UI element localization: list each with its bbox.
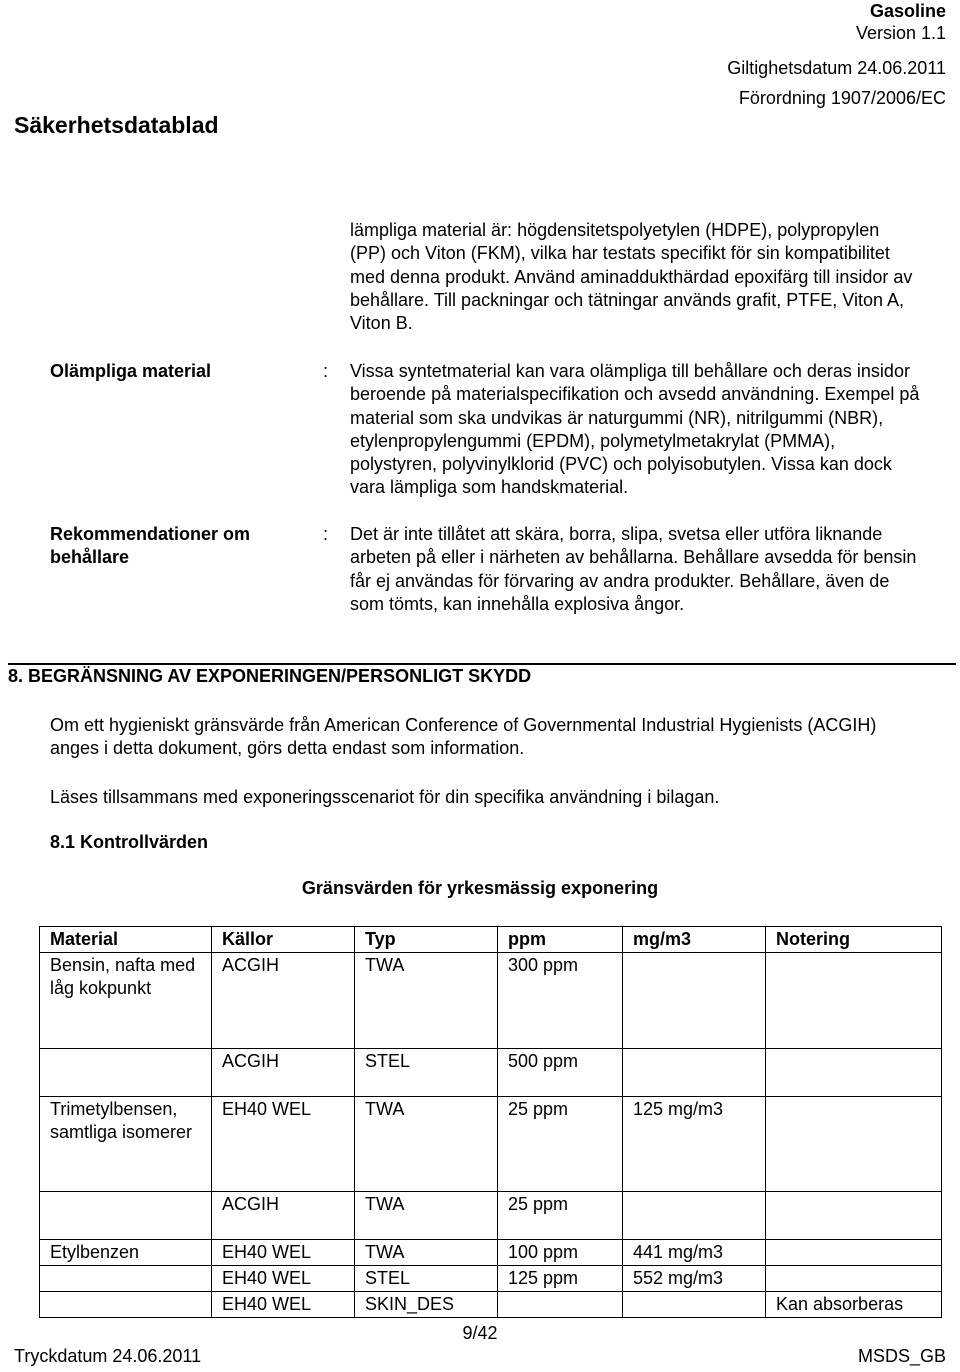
unsuitable-materials-label: Olämpliga material — [50, 361, 212, 381]
table-cell: ACGIH — [212, 1049, 355, 1097]
table-row — [40, 1192, 942, 1240]
table-cell: ACGIH — [212, 1192, 355, 1240]
version-label: Version 1.1 — [855, 23, 946, 43]
section-divider — [8, 663, 956, 665]
table-cell — [766, 1097, 942, 1192]
table-cell — [498, 1292, 623, 1318]
unsuitable-materials-colon: : — [323, 361, 329, 381]
exposure-limits-table — [39, 926, 942, 1318]
document-title: Säkerhetsdatablad — [14, 112, 219, 138]
table-cell: 441 mg/m3 — [623, 1240, 766, 1266]
table-cell: 125 mg/m3 — [623, 1097, 766, 1192]
table-cell: 25 ppm — [498, 1192, 623, 1240]
table-cell — [766, 1266, 942, 1292]
container-advice-colon: : — [323, 524, 329, 544]
suitable-materials-text: lämpliga material är: högdensitetspolyetylen (HDPE), polypropylen (PP) och Viton (FKM), vilka har testats specifikt för sin kompatibilitet med denna produkt. Använd aminaddukthärdad epoxifärg till insidor av behållare. Till packningar och tätningar används grafit, PTFE, Viton A, Viton B. — [350, 220, 913, 334]
table-cell — [40, 1049, 212, 1097]
table-cell — [766, 953, 942, 1049]
table-cell — [40, 1266, 212, 1292]
table-row — [40, 1049, 942, 1097]
col-header-sources: Källor — [212, 927, 355, 953]
table-cell: 25 ppm — [498, 1097, 623, 1192]
validity-date: Giltighetsdatum 24.06.2011 — [727, 58, 946, 78]
table-cell: 300 ppm — [498, 953, 623, 1049]
table-cell — [766, 1240, 942, 1266]
table-row — [40, 953, 942, 1049]
table-cell — [623, 1292, 766, 1318]
table-cell — [623, 1192, 766, 1240]
container-advice-label-line2: behållare — [50, 547, 130, 567]
table-cell: EH40 WEL — [212, 1266, 355, 1292]
table-cell: EH40 WEL — [212, 1240, 355, 1266]
table-row — [40, 1240, 942, 1266]
table-cell: 500 ppm — [498, 1049, 623, 1097]
table-cell — [623, 1049, 766, 1097]
table-cell: EH40 WEL — [212, 1097, 355, 1192]
container-advice-text: Det är inte tillåtet att skära, borra, slipa, svetsa eller utföra liknande arbeten på eller i närheten av behållarna. Behållare avsedda för bensin får ej användas för förvaring av andra produkter. Behållare, även de som tömts, kan innehålla explosiva ångor. — [350, 524, 917, 614]
table-cell: 100 ppm — [498, 1240, 623, 1266]
col-header-mgm3: mg/m3 — [623, 927, 766, 953]
table-cell: TWA — [355, 1097, 498, 1192]
table-row — [40, 1292, 942, 1318]
table-cell: Bensin, nafta med låg kokpunkt — [40, 953, 212, 1049]
col-header-note: Notering — [766, 927, 942, 953]
container-advice-label — [50, 523, 250, 569]
document-code: MSDS_GB — [857, 1346, 946, 1366]
page-number: 9/42 — [462, 1323, 498, 1343]
table-cell — [40, 1192, 212, 1240]
container-advice-label-line1: Rekommendationer om — [50, 524, 251, 544]
table-cell: 125 ppm — [498, 1266, 623, 1292]
exposure-limits-table-title: Gränsvärden för yrkesmässig exponering — [301, 878, 659, 898]
table-cell: Etylbenzen — [40, 1240, 212, 1266]
table-row — [40, 1097, 942, 1192]
table-cell — [766, 1192, 942, 1240]
table-cell: SKIN_DES — [355, 1292, 498, 1318]
section-8-title: 8. BEGRÄNSNING AV EXPONERINGEN/PERSONLIGT SKYDD — [8, 666, 532, 686]
subsection-title: 8.1 Kontrollvärden — [50, 832, 209, 852]
table-cell — [766, 1049, 942, 1097]
acgih-info-paragraph: Om ett hygieniskt gränsvärde från American Conference of Governmental Industrial Hygienists (ACGIH) anges i detta dokument, görs detta endast som information. — [50, 715, 877, 758]
table-row — [40, 1266, 942, 1292]
exposure-scenario-paragraph: Läses tillsammans med exponeringsscenariot för din specifika användning i bilagan. — [50, 787, 720, 807]
unsuitable-materials-text: Vissa syntetmaterial kan vara olämpliga till behållare och deras insidor beroende på materialspecifikation och avsedd användning. Exempel på material som ska undvikas är naturgummi (NR), nitrilgummi (NBR), etylenpropylengummi (EPDM), polymetylmetakrylat (PMMA), polystyren, polyvinylklorid (PVC) och polyisobutylen. Vissa kan dock vara lämpliga som handskmaterial. — [350, 361, 920, 498]
table-cell: Trimetylbensen, samtliga isomerer — [40, 1097, 212, 1192]
table-cell: 552 mg/m3 — [623, 1266, 766, 1292]
table-cell — [623, 953, 766, 1049]
print-date: Tryckdatum 24.06.2011 — [14, 1346, 202, 1366]
product-name: Gasoline — [869, 1, 946, 21]
table-cell: ACGIH — [212, 953, 355, 1049]
col-header-type: Typ — [355, 927, 498, 953]
table-cell: TWA — [355, 1192, 498, 1240]
table-cell: TWA — [355, 1240, 498, 1266]
table-cell: STEL — [355, 1266, 498, 1292]
table-cell: EH40 WEL — [212, 1292, 355, 1318]
table-cell: Kan absorberas — [766, 1292, 942, 1318]
col-header-ppm: ppm — [498, 927, 623, 953]
table-header-row — [40, 927, 942, 953]
table-cell: TWA — [355, 953, 498, 1049]
regulation-label: Förordning 1907/2006/EC — [738, 88, 946, 108]
col-header-material: Material — [40, 927, 212, 953]
table-cell: STEL — [355, 1049, 498, 1097]
table-cell — [40, 1292, 212, 1318]
